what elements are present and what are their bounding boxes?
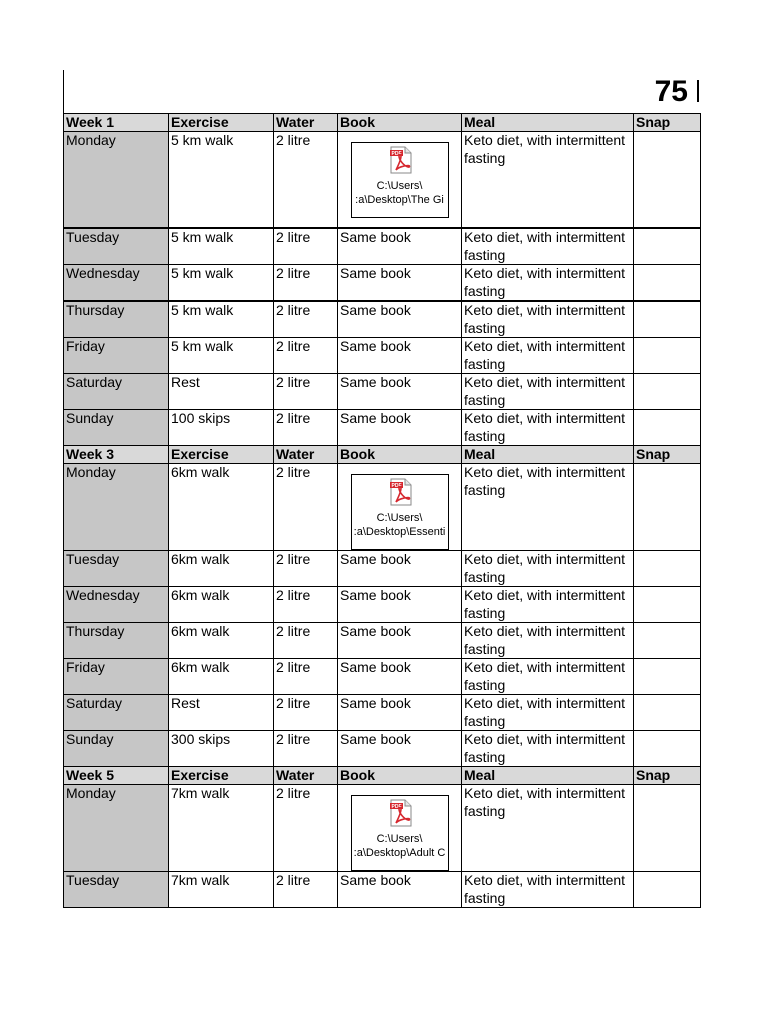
meal-cell: Keto diet, with intermittent fasting xyxy=(462,587,634,623)
table-row xyxy=(64,374,701,410)
column-header-snap: Snap xyxy=(634,114,701,132)
exercise-cell: 6km walk xyxy=(169,464,274,551)
meal-cell: Keto diet, with intermittent fasting xyxy=(462,785,634,872)
table-row xyxy=(64,228,701,265)
pdf-attachment[interactable] xyxy=(351,474,449,550)
exercise-cell: 6km walk xyxy=(169,551,274,587)
snap-cell xyxy=(634,374,701,410)
column-header-snap: Snap xyxy=(634,446,701,464)
table-row xyxy=(64,301,701,338)
book-cell: Same book xyxy=(338,374,462,410)
table-row xyxy=(64,659,701,695)
week-header-row xyxy=(64,767,701,785)
column-header-exercise: Exercise xyxy=(169,114,274,132)
water-cell: 2 litre xyxy=(274,695,338,731)
column-header-exercise: Exercise xyxy=(169,446,274,464)
water-cell: 2 litre xyxy=(274,785,338,872)
day-cell: Monday xyxy=(64,785,169,872)
water-cell: 2 litre xyxy=(274,464,338,551)
meal-cell: Keto diet, with intermittent fasting xyxy=(462,410,634,446)
water-cell: 2 litre xyxy=(274,659,338,695)
water-cell: 2 litre xyxy=(274,551,338,587)
snap-cell xyxy=(634,228,701,265)
table-row xyxy=(64,785,701,872)
day-cell: Saturday xyxy=(64,374,169,410)
pdf-file-icon xyxy=(390,799,412,827)
book-attachment-cell xyxy=(338,785,462,872)
day-cell: Tuesday xyxy=(64,551,169,587)
pdf-path-line2: :a\Desktop\Essenti xyxy=(353,526,446,538)
pdf-path-line1: C:\Users\ xyxy=(376,833,423,845)
table-row xyxy=(64,132,701,229)
snap-cell xyxy=(634,623,701,659)
book-cell: Same book xyxy=(338,587,462,623)
book-attachment-cell xyxy=(338,132,462,229)
page-left-rule xyxy=(63,70,64,113)
column-header-meal: Meal xyxy=(462,767,634,785)
snap-cell xyxy=(634,731,701,767)
book-cell: Same book xyxy=(338,265,462,302)
column-header-book: Book xyxy=(338,767,462,785)
book-cell: Same book xyxy=(338,659,462,695)
table-row xyxy=(64,872,701,908)
exercise-cell: 300 skips xyxy=(169,731,274,767)
water-cell: 2 litre xyxy=(274,623,338,659)
exercise-cell: 5 km walk xyxy=(169,265,274,302)
day-cell: Tuesday xyxy=(64,872,169,908)
column-header-meal: Meal xyxy=(462,114,634,132)
meal-cell: Keto diet, with intermittent fasting xyxy=(462,623,634,659)
snap-cell xyxy=(634,872,701,908)
exercise-cell: 6km walk xyxy=(169,623,274,659)
exercise-cell: 7km walk xyxy=(169,872,274,908)
book-cell: Same book xyxy=(338,551,462,587)
page-number-rule xyxy=(697,80,699,102)
table-row xyxy=(64,338,701,374)
column-header-water: Water xyxy=(274,446,338,464)
book-cell: Same book xyxy=(338,731,462,767)
exercise-cell: Rest xyxy=(169,695,274,731)
pdf-path-line2: :a\Desktop\Adult C xyxy=(353,847,446,859)
column-header-meal: Meal xyxy=(462,446,634,464)
day-cell: Monday xyxy=(64,464,169,551)
table-row xyxy=(64,265,701,302)
week-label: Week 3 xyxy=(64,446,169,464)
meal-cell: Keto diet, with intermittent fasting xyxy=(462,374,634,410)
svg-text:PDF: PDF xyxy=(391,151,401,157)
table-row xyxy=(64,695,701,731)
exercise-cell: 5 km walk xyxy=(169,338,274,374)
snap-cell xyxy=(634,587,701,623)
meal-cell: Keto diet, with intermittent fasting xyxy=(462,265,634,302)
snap-cell xyxy=(634,338,701,374)
snap-cell xyxy=(634,464,701,551)
column-header-water: Water xyxy=(274,767,338,785)
column-header-exercise: Exercise xyxy=(169,767,274,785)
water-cell: 2 litre xyxy=(274,872,338,908)
book-cell: Same book xyxy=(338,695,462,731)
day-cell: Tuesday xyxy=(64,228,169,265)
water-cell: 2 litre xyxy=(274,587,338,623)
pdf-path-line1: C:\Users\ xyxy=(376,180,423,192)
day-cell: Monday xyxy=(64,132,169,229)
column-header-book: Book xyxy=(338,446,462,464)
table-row xyxy=(64,587,701,623)
meal-cell: Keto diet, with intermittent fasting xyxy=(462,301,634,338)
snap-cell xyxy=(634,410,701,446)
day-cell: Friday xyxy=(64,338,169,374)
exercise-cell: 5 km walk xyxy=(169,301,274,338)
meal-cell: Keto diet, with intermittent fasting xyxy=(462,132,634,229)
exercise-cell: 6km walk xyxy=(169,587,274,623)
svg-text:PDF: PDF xyxy=(391,483,401,489)
meal-cell: Keto diet, with intermittent fasting xyxy=(462,659,634,695)
water-cell: 2 litre xyxy=(274,132,338,229)
day-cell: Thursday xyxy=(64,623,169,659)
water-cell: 2 litre xyxy=(274,731,338,767)
water-cell: 2 litre xyxy=(274,338,338,374)
day-cell: Wednesday xyxy=(64,587,169,623)
day-cell: Friday xyxy=(64,659,169,695)
pdf-file-icon xyxy=(390,478,412,506)
snap-cell xyxy=(634,659,701,695)
table-row xyxy=(64,623,701,659)
water-cell: 2 litre xyxy=(274,228,338,265)
tracker-body xyxy=(64,114,701,908)
snap-cell xyxy=(634,695,701,731)
meal-cell: Keto diet, with intermittent fasting xyxy=(462,464,634,551)
day-cell: Wednesday xyxy=(64,265,169,302)
water-cell: 2 litre xyxy=(274,410,338,446)
meal-cell: Keto diet, with intermittent fasting xyxy=(462,695,634,731)
exercise-cell: 100 skips xyxy=(169,410,274,446)
table-row xyxy=(64,551,701,587)
exercise-cell: 5 km walk xyxy=(169,132,274,229)
table-row xyxy=(64,410,701,446)
book-cell: Same book xyxy=(338,623,462,659)
page-number: 75 xyxy=(654,75,688,108)
meal-cell: Keto diet, with intermittent fasting xyxy=(462,872,634,908)
column-header-book: Book xyxy=(338,114,462,132)
week-label: Week 5 xyxy=(64,767,169,785)
day-cell: Thursday xyxy=(64,301,169,338)
meal-cell: Keto diet, with intermittent fasting xyxy=(462,338,634,374)
book-cell: Same book xyxy=(338,338,462,374)
water-cell: 2 litre xyxy=(274,374,338,410)
pdf-path-line2: :a\Desktop\The Gi xyxy=(355,194,444,206)
column-header-snap: Snap xyxy=(634,767,701,785)
snap-cell xyxy=(634,785,701,872)
pdf-caption xyxy=(352,179,448,207)
water-cell: 2 litre xyxy=(274,265,338,302)
book-cell: Same book xyxy=(338,228,462,265)
week-label: Week 1 xyxy=(64,114,169,132)
book-cell: Same book xyxy=(338,872,462,908)
book-cell: Same book xyxy=(338,410,462,446)
exercise-cell: 7km walk xyxy=(169,785,274,872)
week-header-row xyxy=(64,114,701,132)
snap-cell xyxy=(634,265,701,302)
svg-text:PDF: PDF xyxy=(391,804,401,810)
book-attachment-cell xyxy=(338,464,462,551)
week-header-row xyxy=(64,446,701,464)
book-cell: Same book xyxy=(338,301,462,338)
pdf-file-icon xyxy=(390,146,412,174)
pdf-attachment[interactable] xyxy=(351,142,449,218)
column-header-water: Water xyxy=(274,114,338,132)
exercise-cell: 6km walk xyxy=(169,659,274,695)
table-row xyxy=(64,464,701,551)
weekly-tracker-table xyxy=(63,113,701,908)
meal-cell: Keto diet, with intermittent fasting xyxy=(462,731,634,767)
day-cell: Sunday xyxy=(64,731,169,767)
meal-cell: Keto diet, with intermittent fasting xyxy=(462,551,634,587)
exercise-cell: Rest xyxy=(169,374,274,410)
meal-cell: Keto diet, with intermittent fasting xyxy=(462,228,634,265)
pdf-caption xyxy=(352,832,448,860)
exercise-cell: 5 km walk xyxy=(169,228,274,265)
pdf-attachment[interactable] xyxy=(351,795,449,871)
table-row xyxy=(64,731,701,767)
day-cell: Sunday xyxy=(64,410,169,446)
water-cell: 2 litre xyxy=(274,301,338,338)
snap-cell xyxy=(634,301,701,338)
day-cell: Saturday xyxy=(64,695,169,731)
snap-cell xyxy=(634,551,701,587)
pdf-path-line1: C:\Users\ xyxy=(376,512,423,524)
snap-cell xyxy=(634,132,701,229)
pdf-caption xyxy=(352,511,448,539)
